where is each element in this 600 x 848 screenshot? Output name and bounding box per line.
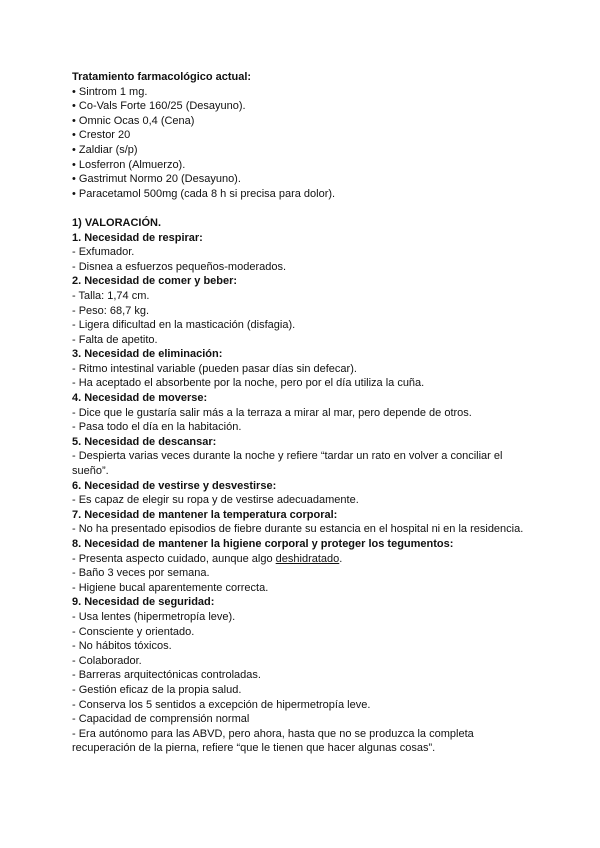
med-item: • Co-Vals Forte 160/25 (Desayuno). <box>72 100 246 113</box>
need-item: - Ha aceptado el absorbente por la noche, pero por el día utiliza la cuña. <box>72 377 425 390</box>
need-3-title: 3. Necesidad de eliminación: <box>72 348 223 361</box>
med-item: • Gastrimut Normo 20 (Desayuno). <box>72 173 241 186</box>
need-item: - Colaborador. <box>72 654 142 667</box>
med-item: • Zaldiar (s/p) <box>72 143 138 156</box>
need-item: - Pasa todo el día en la habitación. <box>72 421 242 434</box>
med-item: • Sintrom 1 mg. <box>72 85 148 98</box>
need-5-title: 5. Necesidad de descansar: <box>72 435 217 448</box>
meds-list <box>72 85 532 202</box>
need-7-title: 7. Necesidad de mantener la temperatura corporal: <box>72 508 338 521</box>
need-item: - Conserva los 5 sentidos a excepción de hipermetropía leve. <box>72 698 371 711</box>
section-title: 1) VALORACIÓN. <box>72 216 162 229</box>
need-item <box>72 552 532 567</box>
need-item: - Baño 3 veces por semana. <box>72 567 210 580</box>
need-item: - Talla: 1,74 cm. <box>72 289 150 302</box>
need-item: - Dice que le gustaría salir más a la terraza a mirar al mar, pero depende de otros. <box>72 406 472 419</box>
need-2-title: 2. Necesidad de comer y beber: <box>72 275 238 288</box>
need-item-text: . <box>339 552 343 565</box>
need-item: - Ligera dificultad en la masticación (disfagia). <box>72 319 296 332</box>
need-item: - Ritmo intestinal variable (pueden pasar días sin defecar). <box>72 362 357 375</box>
need-item: - Disnea a esfuerzos pequeños-moderados. <box>72 260 287 273</box>
need-item: - Es capaz de elegir su ropa y de vestirse adecuadamente. <box>72 494 359 507</box>
need-item: - Consciente y orientado. <box>72 625 195 638</box>
need-1-title: 1. Necesidad de respirar: <box>72 231 203 244</box>
need-9-title: 9. Necesidad de seguridad: <box>72 596 215 609</box>
need-8-title: 8. Necesidad de mantener la higiene corporal y proteger los tegumentos: <box>72 538 454 550</box>
need-item: - Falta de apetito. <box>72 333 158 346</box>
need-item: - Exfumador. <box>72 246 135 259</box>
need-item: - Gestión eficaz de la propia salud. <box>72 683 242 696</box>
med-item: • Losferron (Almuerzo). <box>72 158 186 171</box>
need-item: - Capacidad de comprensión normal <box>72 713 250 726</box>
need-item: - Peso: 68,7 kg. <box>72 304 150 317</box>
document-body <box>72 70 532 756</box>
need-item: - No hábitos tóxicos. <box>72 640 172 653</box>
need-item-text: - Presenta aspecto cuidado, aunque algo <box>72 552 276 565</box>
med-item: • Crestor 20 <box>72 129 131 142</box>
need-item: - Era autónomo para las ABVD, pero ahora, hasta que no se produzca la completa recuperación de la pierna, refiere “que le tienen que hacer algunas cosas”. <box>72 727 474 755</box>
need-4-title: 4. Necesidad de moverse: <box>72 392 208 405</box>
need-item: - No ha presentado episodios de fiebre durante su estancia en el hospital ni en la residencia. <box>72 523 524 536</box>
meds-heading: Tratamiento farmacológico actual: <box>72 71 252 83</box>
need-item: - Usa lentes (hipermetropía leve). <box>72 610 236 623</box>
need-6-title: 6. Necesidad de vestirse y desvestirse: <box>72 479 277 492</box>
spacer <box>72 201 532 216</box>
need-item: - Higiene bucal aparentemente correcta. <box>72 581 269 594</box>
need-item: - Barreras arquitectónicas controladas. <box>72 669 261 682</box>
need-item: - Despierta varias veces durante la noche y refiere “tardar un rato en volver a conciliar el sueño”. <box>72 450 503 478</box>
med-item: • Paracetamol 500mg (cada 8 h si precisa para dolor). <box>72 187 336 200</box>
underlined-word: deshidratado <box>275 552 340 565</box>
med-item: • Omnic Ocas 0,4 (Cena) <box>72 114 195 127</box>
